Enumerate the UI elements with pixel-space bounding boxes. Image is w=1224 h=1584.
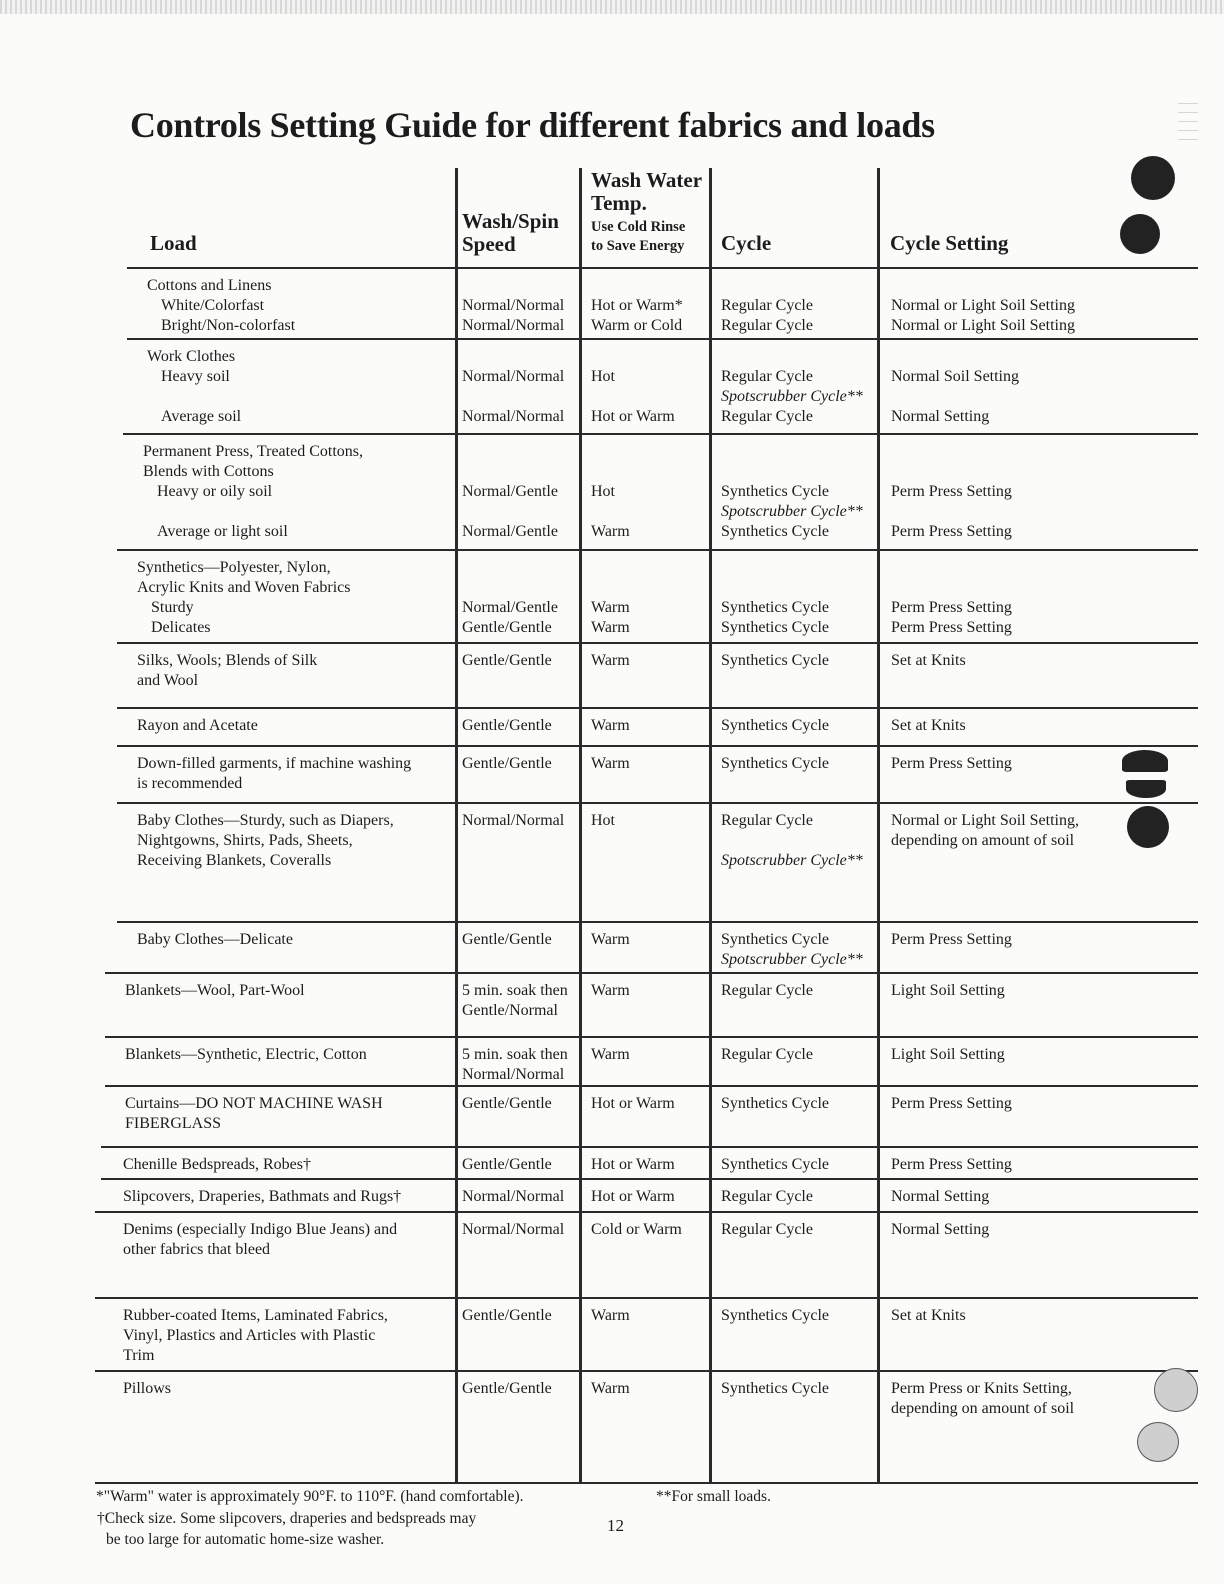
cell-line: Pillows [123,1380,172,1397]
cell-load [147,347,241,427]
cell-line: Normal/Normal [462,297,565,314]
cell-cycle [721,1306,829,1326]
cell-load [123,1379,171,1399]
cell-line: Curtains—DO NOT MACHINE WASH [125,1095,383,1112]
cell-temp [591,651,630,671]
footnote-check-size-1: †Check size. Some slipcovers, draperies and bedspreads may [97,1510,477,1527]
column-divider [877,168,880,1482]
cell-line [721,578,829,598]
cell-line: Average soil [161,408,242,425]
cell-line: Gentle/Normal [462,1002,558,1019]
cell-line: Normal/Normal [462,368,565,385]
cell-setting [891,651,966,671]
cell-line: Average or light soil [157,523,288,540]
cell-line: Perm Press Setting [891,619,1012,636]
cell-line [591,578,630,598]
cell-line: Sturdy [151,599,194,616]
cell-load [125,1094,383,1134]
cell-line: Regular Cycle [721,982,813,999]
binder-hole-mark-1 [1131,156,1175,200]
cell-load [137,811,394,871]
cell-line: Perm Press Setting [891,1156,1012,1173]
cell-line: Rubber-coated Items, Laminated Fabrics, [123,1307,388,1324]
cell-cycle [721,1187,813,1207]
cell-line: Heavy soil [161,368,230,385]
cell-speed [462,1306,552,1326]
cell-cycle [721,754,829,774]
cell-line: Synthetics Cycle [721,523,829,540]
cell-line: Heavy or oily soil [157,483,273,500]
cell-line: Light Soil Setting [891,982,1005,999]
column-divider [709,168,712,1482]
cell-line: Chenille Bedspreads, Robes† [123,1156,311,1173]
cell-setting [891,981,1005,1001]
cell-setting [891,1094,1012,1114]
cell-line [462,462,558,482]
cell-line: Normal or Light Soil Setting, [891,812,1079,829]
cell-temp [591,1155,675,1175]
cell-line: Synthetics Cycle [721,483,829,500]
cell-line [891,502,1012,522]
cell-line: Vinyl, Plastics and Articles with Plastic [123,1327,376,1344]
cell-temp [591,1094,675,1114]
cell-line [462,442,558,462]
cell-line: Silks, Wools; Blends of Silk [137,652,318,669]
header-cycle: Cycle [721,231,772,255]
cell-line: Spotscrubber Cycle** [721,503,863,520]
binder-hole-outline-2 [1137,1422,1179,1462]
cell-line: Baby Clothes—Delicate [137,931,293,948]
cell-line: Gentle/Gentle [462,652,552,669]
cell-load [123,1187,401,1207]
binder-hole-mark-4 [1126,780,1166,798]
cell-temp [591,716,630,736]
cell-line: Baby Clothes—Sturdy, such as Diapers, [137,812,394,829]
cell-setting [891,558,1012,638]
cell-line: Hot or Warm [591,1156,675,1173]
row-divider [127,338,1198,340]
cell-line: Synthetics Cycle [721,717,829,734]
cell-line: Warm [591,1307,630,1324]
cell-line [891,558,1012,578]
cell-line: is recommended [137,775,243,792]
cell-line: Normal/Normal [462,408,565,425]
scan-top-band [0,0,1224,14]
cell-line [591,462,630,482]
cell-setting [891,442,1012,542]
header-temp-sub1: Use Cold Rinse [591,219,686,235]
cell-cycle [721,442,863,542]
cell-cycle [721,1379,829,1399]
cell-line: Synthetics Cycle [721,1307,829,1324]
cell-cycle [721,1220,813,1240]
cell-line: Warm [591,982,630,999]
binder-hole-mark-3 [1122,750,1168,772]
cell-setting [891,347,1019,427]
cell-line: Set at Knits [891,652,966,669]
cell-line: Normal or Light Soil Setting [891,317,1075,334]
cell-temp [591,276,683,336]
cell-line: Blends with Cottons [143,463,274,480]
cell-line: Regular Cycle [721,1188,813,1205]
cell-line: Hot [591,368,615,385]
binder-hole-mark-2 [1120,214,1160,254]
cell-load [137,558,350,638]
cell-load [123,1220,397,1260]
cell-speed [462,1094,552,1114]
cell-line: Down-filled garments, if machine washing [137,755,412,772]
cell-line: FIBERGLASS [125,1115,222,1132]
cell-cycle [721,930,863,970]
cell-temp [591,811,615,831]
cell-line: Warm [591,1046,630,1063]
cell-cycle [721,347,863,427]
binder-hole-outline-1 [1154,1368,1198,1412]
cell-line: Warm [591,1380,630,1397]
cell-line: Normal/Normal [462,1188,565,1205]
row-divider [117,921,1198,923]
cell-load [137,930,293,950]
header-temp-line2: Temp. [591,191,647,215]
cell-line: Warm [591,652,630,669]
cell-line: Warm [591,523,630,540]
cell-setting [891,1045,1005,1065]
cell-line [891,276,1075,296]
cell-speed [462,1187,564,1207]
cell-line: Perm Press or Knits Setting, [891,1380,1072,1397]
cell-load [137,651,317,691]
cell-line: Synthetics Cycle [721,755,829,772]
cell-line: Receiving Blankets, Coveralls [137,852,332,869]
cell-setting [891,716,966,736]
cell-line: depending on amount of soil [891,1400,1075,1417]
cell-line: Regular Cycle [721,368,813,385]
cell-line: Normal Setting [891,408,990,425]
cell-line: Hot or Warm [591,1188,675,1205]
cell-load [123,1155,311,1175]
cell-line: other fabrics that bleed [123,1241,271,1258]
cell-speed [462,347,564,427]
scan-edge-marks [1178,100,1198,140]
cell-cycle [721,716,829,736]
cell-line: Blankets—Wool, Part-Wool [125,982,305,999]
cell-line: Gentle/Gentle [462,1307,552,1324]
cell-line [891,578,1012,598]
cell-speed [462,1379,552,1399]
cell-line [891,442,1012,462]
cell-line: Regular Cycle [721,317,813,334]
cell-speed [462,558,558,638]
cell-line: Hot or Warm [591,1095,675,1112]
cell-line: Perm Press Setting [891,755,1012,772]
cell-load [137,716,258,736]
row-divider [101,1146,1198,1148]
cell-cycle [721,276,813,336]
cell-line: Normal/Normal [462,812,565,829]
cell-setting [891,276,1075,336]
cell-temp [591,1306,630,1326]
cell-line: Hot [591,483,615,500]
row-divider [101,1178,1198,1180]
cell-line: Synthetics—Polyester, Nylon, [137,559,331,576]
cell-line [721,442,863,462]
cell-temp [591,754,630,774]
cell-line: Spotscrubber Cycle** [721,388,863,405]
row-divider [105,972,1198,974]
cell-load [143,442,363,542]
header-speed-line1: Wash/Spin [462,209,559,233]
cell-setting [891,930,1012,950]
cell-line: Gentle/Gentle [462,1156,552,1173]
cell-line: Synthetics Cycle [721,1156,829,1173]
header-load: Load [150,231,197,255]
cell-temp [591,1220,682,1240]
cell-line: Light Soil Setting [891,1046,1005,1063]
binder-hole-mark-5 [1127,806,1169,848]
cell-line: Normal or Light Soil Setting [891,297,1075,314]
cell-line [721,462,863,482]
cell-line: Warm or Cold [591,317,683,334]
cell-line: Gentle/Gentle [462,931,552,948]
cell-line: Work Clothes [147,348,236,365]
cell-line: Normal Setting [891,1188,990,1205]
cell-temp [591,558,630,638]
cell-cycle [721,1094,829,1114]
cell-line: Cottons and Linens [147,277,272,294]
cell-speed [462,716,552,736]
row-divider [117,802,1198,804]
row-divider [123,433,1198,435]
cell-temp [591,1187,675,1207]
table-bottom-rule [95,1482,1198,1484]
cell-line [891,462,1012,482]
cell-line [462,387,564,407]
cell-setting [891,1379,1074,1419]
cell-temp [591,930,630,950]
cell-line [462,347,564,367]
cell-temp [591,981,630,1001]
cell-line [591,276,683,296]
cell-load [147,276,295,336]
cell-line [591,558,630,578]
cell-line: Permanent Press, Treated Cottons, [143,443,363,460]
cell-speed [462,811,564,831]
cell-line: Hot or Warm* [591,297,683,314]
row-divider [117,707,1198,709]
cell-line: Normal/Normal [462,1066,565,1083]
cell-line: Normal/Gentle [462,523,558,540]
cell-line: Perm Press Setting [891,931,1012,948]
column-divider [579,168,582,1482]
cell-line: Normal Setting [891,1221,990,1238]
cell-line: Gentle/Gentle [462,717,552,734]
cell-line: Warm [591,755,630,772]
header-temp-sub2: to Save Energy [591,238,685,254]
cell-line: 5 min. soak then [462,982,568,999]
cell-line: Warm [591,717,630,734]
cell-line: Synthetics Cycle [721,619,829,636]
cell-line: Normal Soil Setting [891,368,1019,385]
cell-speed [462,930,552,950]
cell-line: Regular Cycle [721,1221,813,1238]
page-number: 12 [607,1516,624,1535]
cell-line: Warm [591,931,630,948]
cell-line: Gentle/Gentle [462,1095,552,1112]
cell-line: 5 min. soak then [462,1046,568,1063]
cell-load [125,981,305,1001]
cell-line: Perm Press Setting [891,483,1012,500]
cell-line [462,276,564,296]
cell-line: Bright/Non-colorfast [161,317,296,334]
cell-line: White/Colorfast [161,297,265,314]
cell-line [591,502,630,522]
row-divider [117,745,1198,747]
cell-speed [462,981,568,1021]
cell-speed [462,1155,552,1175]
cell-line: Synthetics Cycle [721,652,829,669]
row-divider [105,1036,1198,1038]
cell-line [147,387,241,407]
row-divider [127,267,1198,269]
cell-line: Slipcovers, Draperies, Bathmats and Rugs† [123,1188,402,1205]
cell-line [721,347,863,367]
column-divider [455,168,458,1482]
cell-line: Perm Press Setting [891,523,1012,540]
cell-line: Hot [591,812,615,829]
cell-line: Spotscrubber Cycle** [721,951,863,968]
cell-line: Warm [591,619,630,636]
cell-load [123,1306,388,1366]
cell-line: Regular Cycle [721,408,813,425]
cell-cycle [721,981,813,1001]
cell-line [891,387,1019,407]
cell-speed [462,1045,568,1085]
row-divider [105,1085,1198,1087]
cell-setting [891,754,1012,774]
cell-line: Synthetics Cycle [721,599,829,616]
cell-line [462,502,558,522]
cell-cycle [721,1155,829,1175]
cell-line: Normal/Normal [462,1221,565,1238]
cell-cycle [721,558,829,638]
cell-temp [591,442,630,542]
cell-speed [462,442,558,542]
row-divider [117,642,1198,644]
cell-setting [891,1155,1012,1175]
row-divider [95,1211,1198,1213]
cell-line: Warm [591,599,630,616]
cell-line: Cold or Warm [591,1221,682,1238]
cell-line [462,558,558,578]
controls-setting-table [95,168,1198,1482]
cell-speed [462,651,552,671]
cell-line: Denims (especially Indigo Blue Jeans) and [123,1221,398,1238]
footnote-check-size-2: be too large for automatic home-size washer. [106,1531,385,1548]
cell-line [721,558,829,578]
row-divider [117,549,1198,551]
cell-line: Nightgowns, Shirts, Pads, Sheets, [137,832,353,849]
cell-speed [462,754,552,774]
cell-line [891,347,1019,367]
cell-load [125,1045,367,1065]
cell-setting [891,1306,966,1326]
row-divider [95,1370,1198,1372]
cell-line [143,502,363,522]
cell-setting [891,1187,989,1207]
cell-speed [462,276,564,336]
cell-setting [891,1220,989,1240]
header-cycle-setting: Cycle Setting [890,231,1009,255]
cell-setting [891,811,1079,851]
cell-line: Spotscrubber Cycle** [721,852,863,869]
cell-line: Gentle/Gentle [462,1380,552,1397]
cell-line: Set at Knits [891,1307,966,1324]
cell-line: Perm Press Setting [891,1095,1012,1112]
cell-line: Regular Cycle [721,1046,813,1063]
cell-line: Synthetics Cycle [721,931,829,948]
footnote-warm-water: *"Warm" water is approximately 90°F. to 110°F. (hand comfortable). [96,1488,524,1505]
cell-line: Normal/Gentle [462,599,558,616]
cell-line: Set at Knits [891,717,966,734]
cell-line: Trim [123,1347,155,1364]
cell-speed [462,1220,564,1240]
cell-line: Regular Cycle [721,297,813,314]
cell-line: Delicates [151,619,211,636]
cell-temp [591,1379,630,1399]
cell-line [721,276,813,296]
cell-line: Hot or Warm [591,408,675,425]
page-title: Controls Setting Guide for different fabrics and loads [130,105,935,145]
cell-line: Normal/Gentle [462,483,558,500]
cell-line: Normal/Normal [462,317,565,334]
cell-line: Synthetics Cycle [721,1380,829,1397]
header-temp-line1: Wash Water [591,168,703,192]
row-divider [95,1297,1198,1299]
cell-line: Blankets—Synthetic, Electric, Cotton [125,1046,367,1063]
cell-line: and Wool [137,672,199,689]
cell-line: Synthetics Cycle [721,1095,829,1112]
cell-line: Rayon and Acetate [137,717,258,734]
cell-temp [591,1045,630,1065]
cell-line [462,578,558,598]
cell-line [591,387,675,407]
cell-line: Acrylic Knits and Woven Fabrics [137,579,351,596]
cell-line: Regular Cycle [721,812,813,829]
cell-cycle [721,811,863,871]
footnote-small-loads: **For small loads. [656,1488,771,1505]
cell-line: Gentle/Gentle [462,755,552,772]
cell-line [591,442,630,462]
cell-cycle [721,651,829,671]
header-speed-line2: Speed [462,232,516,256]
cell-line [591,347,675,367]
cell-line: depending on amount of soil [891,832,1075,849]
cell-line: Gentle/Gentle [462,619,552,636]
cell-load [137,754,411,794]
cell-line: Perm Press Setting [891,599,1012,616]
cell-cycle [721,1045,813,1065]
cell-line [721,831,863,851]
cell-temp [591,347,675,427]
